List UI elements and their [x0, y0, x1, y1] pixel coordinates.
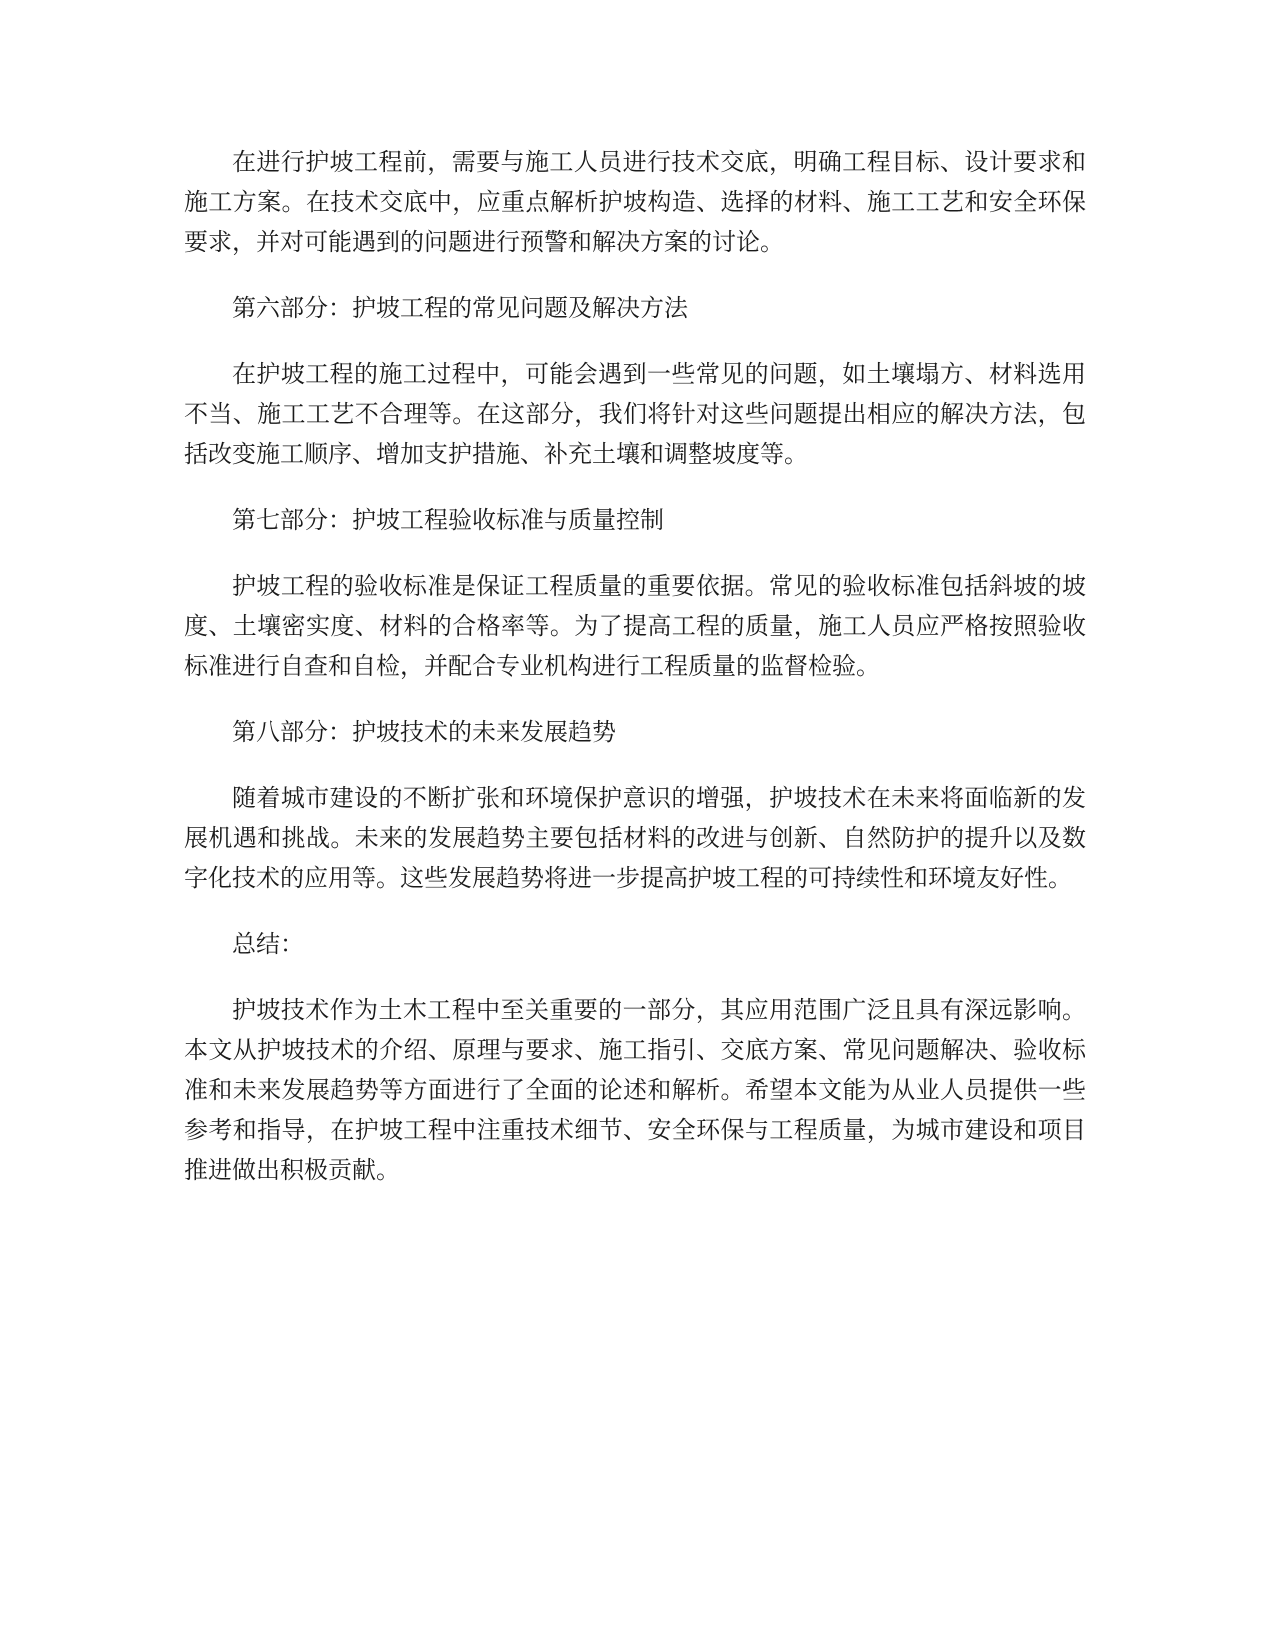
section-heading-summary: 总结： [232, 930, 304, 958]
paragraph-summary: 护坡技术作为土木工程中至关重要的一部分，其应用范围广泛且具有深远影响。本文从护坡技术的介绍、原理与要求、施工指引、交底方案、常见问题解决、验收标准和未来发展趋势等方面进行了全面的论述和解析。希望本文能为从业人员提供一些参考和指导，在护坡工程中注重技术细节、安全环保与工程质量，为城市建设和项目推进做出积极贡献。 [184, 996, 1086, 1184]
section-heading-part-seven: 第七部分：护坡工程验收标准与质量控制 [232, 506, 664, 534]
paragraph-future-trends: 随着城市建设的不断扩张和环境保护意识的增强，护坡技术在未来将面临新的发展机遇和挑战。未来的发展趋势主要包括材料的改进与创新、自然防护的提升以及数字化技术的应用等。这些发展趋势将进一步提高护坡工程的可持续性和环境友好性。 [184, 784, 1086, 892]
paragraph-common-problems: 在护坡工程的施工过程中，可能会遇到一些常见的问题，如土壤塌方、材料选用不当、施工工艺不合理等。在这部分，我们将针对这些问题提出相应的解决方法，包括改变施工顺序、增加支护措施、补充土壤和调整坡度等。 [184, 360, 1086, 468]
section-heading-part-six: 第六部分：护坡工程的常见问题及解决方法 [232, 294, 688, 322]
paragraph-technical-briefing: 在进行护坡工程前，需要与施工人员进行技术交底，明确工程目标、设计要求和施工方案。在技术交底中，应重点解析护坡构造、选择的材料、施工工艺和安全环保要求，并对可能遇到的问题进行预警和解决方案的讨论。 [184, 148, 1086, 256]
document-body [184, 142, 1086, 1216]
paragraph-acceptance-standards: 护坡工程的验收标准是保证工程质量的重要依据。常见的验收标准包括斜坡的坡度、土壤密实度、材料的合格率等。为了提高工程的质量，施工人员应严格按照验收标准进行自查和自检，并配合专业机构进行工程质量的监督检验。 [184, 572, 1086, 680]
section-heading-part-eight: 第八部分：护坡技术的未来发展趋势 [232, 718, 616, 746]
